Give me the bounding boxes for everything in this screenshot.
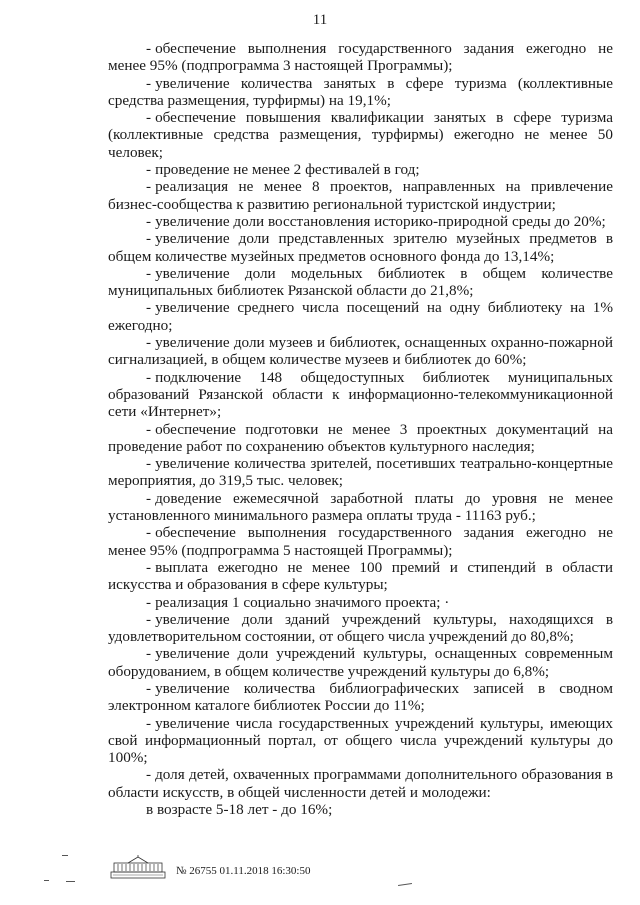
item-dash: - xyxy=(146,264,152,282)
item-dash: - xyxy=(146,230,152,248)
item-dash: - xyxy=(146,161,152,179)
list-item xyxy=(108,40,613,75)
scan-mark xyxy=(66,881,75,882)
list-item xyxy=(108,559,613,594)
document-registration-number: № 26755 01.11.2018 16:30:50 xyxy=(176,865,311,877)
list-item xyxy=(108,109,613,161)
item-text: увеличение доли учреждений культуры, оснащенных современным оборудованием, в общем количестве учреждений культуры до 6,8%; xyxy=(108,645,613,680)
item-text: увеличение количества библиографических записей в сводном электронном каталоге библиотек России до 11%; xyxy=(108,679,613,715)
list-item xyxy=(108,369,613,421)
item-text: реализация 1 социально значимого проекта; · xyxy=(155,593,450,611)
list-item xyxy=(108,75,613,110)
item-text: доведение ежемесячной заработной платы до уровня не менее установленного минимального размера оплаты труда - 11163 руб.; xyxy=(108,489,613,525)
sub-item-text: в возрасте 5-18 лет - до 16%; xyxy=(146,801,333,819)
list-item xyxy=(108,524,613,559)
item-text: увеличение доли музеев и библиотек, оснащенных охранно-пожарной сигнализацией, в общем количестве музеев и библиотек до 60%; xyxy=(108,334,613,369)
item-dash: - xyxy=(146,40,152,57)
scan-mark xyxy=(62,855,68,856)
document-body xyxy=(108,40,613,818)
page-number: 11 xyxy=(312,12,328,28)
list-item xyxy=(108,421,613,456)
list-item xyxy=(108,455,613,490)
building-stamp-icon xyxy=(110,854,166,880)
scan-mark xyxy=(44,880,49,881)
list-item xyxy=(108,715,613,767)
sub-item xyxy=(108,801,613,818)
item-text: обеспечение выполнения государственного задания ежегодно не менее 95% (подпрограмма 5 настоящей Программы); xyxy=(108,524,613,559)
item-dash: - xyxy=(146,74,152,92)
list-item xyxy=(108,490,613,525)
item-text: обеспечение подготовки не менее 3 проектных документаций на проведение работ по сохранению объектов культурного наследия; xyxy=(108,420,613,455)
item-dash: - xyxy=(146,334,152,352)
list-item xyxy=(108,645,613,680)
item-dash: - xyxy=(146,714,152,732)
item-text: доля детей, охваченных программами дополнительного образования в области искусств, в общей численности детей и молодежи: xyxy=(108,766,613,801)
list-item xyxy=(108,161,613,178)
item-dash: - xyxy=(146,679,152,697)
item-text: увеличение количества занятых в сфере туризма (коллективные средства размещения, турфирмы) на 19,1%; xyxy=(108,74,613,109)
item-dash: - xyxy=(146,299,152,317)
item-dash: - xyxy=(146,178,152,196)
item-dash: - xyxy=(146,610,152,628)
list-item xyxy=(108,299,613,334)
item-text: обеспечение повышения квалификации занятых в сфере туризма (коллективные средства размещения, турфирмы) ежегодно не менее 50 человек; xyxy=(108,109,613,161)
item-text: увеличение доли модельных библиотек в общем количестве муниципальных библиотек Рязанской области до 21,8%; xyxy=(108,264,613,300)
item-text: увеличение доли зданий учреждений культуры, находящихся в удовлетворительном состоянии, от общего числа учреждений до 80,8%; xyxy=(108,610,613,646)
item-text: реализация не менее 8 проектов, направленных на привлечение бизнес-сообщества к развитию региональной туристской индустрии; xyxy=(108,178,613,213)
item-dash: - xyxy=(146,489,152,507)
item-dash: - xyxy=(146,109,152,127)
item-text: увеличение доли представленных зрителю музейных предметов в общем количестве музейных предметов основного фонда до 13,14%; xyxy=(108,230,613,265)
list-item xyxy=(108,611,613,646)
item-dash: - xyxy=(146,766,152,784)
document-footer xyxy=(100,860,520,890)
list-item xyxy=(108,594,613,611)
item-dash: - xyxy=(146,420,152,438)
item-dash: - xyxy=(146,524,152,542)
item-text: проведение не менее 2 фестивалей в год; xyxy=(155,161,420,179)
item-text: обеспечение выполнения государственного задания ежегодно не менее 95% (подпрограмма 3 настоящей Программы); xyxy=(108,40,613,75)
list-item xyxy=(108,230,613,265)
list-item xyxy=(108,213,613,230)
list-item xyxy=(108,265,613,300)
list-item xyxy=(108,680,613,715)
list-item xyxy=(108,334,613,369)
item-dash: - xyxy=(146,558,152,576)
item-text: увеличение числа государственных учреждений культуры, имеющих свой информационный портал, от общего числа учреждений культуры до 100%; xyxy=(108,714,613,767)
item-dash: - xyxy=(146,212,152,230)
item-dash: - xyxy=(146,593,152,611)
list-item xyxy=(108,178,613,213)
item-text: увеличение доли восстановления историко-природной среды до 20%; xyxy=(155,212,606,230)
item-text: подключение 148 общедоступных библиотек муниципальных образований Рязанской области к информационно-телекоммуникационной сети «Интернет»; xyxy=(108,368,613,421)
item-text: увеличение количества зрителей, посетивших театрально-концертные мероприятия, до 319,5 тыс. человек; xyxy=(108,455,613,490)
item-text: выплата ежегодно не менее 100 премий и стипендий в области искусства и образования в сфере культуры; xyxy=(108,558,613,594)
item-dash: - xyxy=(146,455,152,473)
item-dash: - xyxy=(146,645,152,663)
list-item xyxy=(108,766,613,801)
item-dash: - xyxy=(146,368,152,386)
item-text: увеличение среднего числа посещений на одну библиотеку на 1% ежегодно; xyxy=(108,299,613,334)
